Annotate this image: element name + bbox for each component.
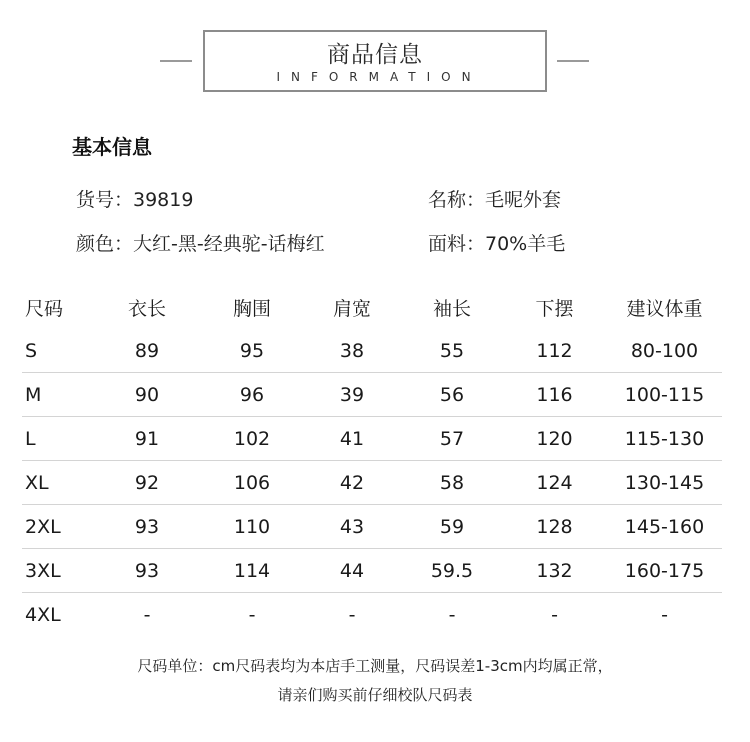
shoulder-cell: 43 bbox=[302, 505, 402, 549]
hem-cell: 124 bbox=[502, 461, 607, 505]
header-chest: 胸围 bbox=[232, 297, 271, 320]
chest-cell: 110 bbox=[202, 505, 302, 549]
sleeve-cell: - bbox=[402, 593, 502, 637]
size-cell: 2XL bbox=[22, 505, 92, 549]
size-note-line2: 请亲们购买前仔细校队尺码表 bbox=[277, 686, 473, 704]
length-cell: 93 bbox=[92, 549, 202, 593]
size-table bbox=[22, 285, 722, 636]
size-cell: M bbox=[22, 373, 92, 417]
hem-cell: 116 bbox=[502, 373, 607, 417]
header-sleeve: 袖长 bbox=[432, 297, 471, 320]
header-length: 衣长 bbox=[127, 297, 166, 320]
chest-cell: 114 bbox=[202, 549, 302, 593]
table-row bbox=[22, 505, 722, 549]
product-name: 名称：毛呢外套 bbox=[428, 189, 562, 211]
table-row bbox=[22, 461, 722, 505]
length-cell: 93 bbox=[92, 505, 202, 549]
length-cell: 89 bbox=[134, 339, 160, 362]
table-row bbox=[22, 373, 722, 417]
item-number: 货号：39819 bbox=[76, 189, 194, 211]
table-row bbox=[22, 417, 722, 461]
sleeve-cell: 59 bbox=[402, 505, 502, 549]
header-weight: 建议体重 bbox=[626, 297, 703, 320]
shoulder-cell: 38 bbox=[339, 339, 365, 362]
weight-cell: 80-100 bbox=[630, 339, 699, 362]
product-fabric: 面料：70%羊毛 bbox=[428, 233, 566, 255]
weight-cell: 115-130 bbox=[607, 417, 722, 461]
size-cell: 4XL bbox=[22, 593, 92, 637]
size-cell: S bbox=[25, 339, 38, 362]
header-size: 尺码 bbox=[25, 297, 64, 320]
header-shoulder: 肩宽 bbox=[332, 297, 371, 320]
weight-cell: 145-160 bbox=[607, 505, 722, 549]
header-divider-right bbox=[557, 60, 589, 62]
size-cell: XL bbox=[22, 461, 92, 505]
weight-cell: 130-145 bbox=[607, 461, 722, 505]
hem-cell: 120 bbox=[502, 417, 607, 461]
hem-cell: 112 bbox=[536, 339, 573, 362]
shoulder-cell: 44 bbox=[302, 549, 402, 593]
shoulder-cell: 42 bbox=[302, 461, 402, 505]
hem-cell: - bbox=[502, 593, 607, 637]
weight-cell: 160-175 bbox=[607, 549, 722, 593]
header-divider-left bbox=[160, 60, 192, 62]
sleeve-cell: 59.5 bbox=[402, 549, 502, 593]
header-hem: 下摆 bbox=[535, 297, 574, 320]
length-cell: - bbox=[92, 593, 202, 637]
size-note-line1: 尺码单位：cm尺码表均为本店手工测量，尺码误差1-3cm内均属正常， bbox=[137, 657, 613, 675]
sleeve-cell: 56 bbox=[402, 373, 502, 417]
sleeve-cell: 57 bbox=[402, 417, 502, 461]
chest-cell: 102 bbox=[202, 417, 302, 461]
product-colors: 颜色：大红-黑-经典驼-话梅红 bbox=[76, 233, 325, 255]
hem-cell: 128 bbox=[502, 505, 607, 549]
hem-cell: 132 bbox=[502, 549, 607, 593]
chest-cell: 106 bbox=[202, 461, 302, 505]
table-row bbox=[22, 549, 722, 593]
page-title: 商品信息 bbox=[327, 42, 423, 68]
shoulder-cell: - bbox=[302, 593, 402, 637]
chest-cell: - bbox=[202, 593, 302, 637]
table-row bbox=[22, 329, 722, 373]
basic-info-heading: 基本信息 bbox=[72, 135, 152, 159]
header-box bbox=[203, 30, 547, 92]
table-row bbox=[22, 593, 722, 637]
size-cell: L bbox=[22, 417, 92, 461]
table-header-row bbox=[22, 285, 722, 329]
weight-cell: 100-115 bbox=[607, 373, 722, 417]
page-subtitle: INFORMATION bbox=[276, 70, 482, 84]
shoulder-cell: 39 bbox=[302, 373, 402, 417]
shoulder-cell: 41 bbox=[302, 417, 402, 461]
size-cell: 3XL bbox=[22, 549, 92, 593]
sleeve-cell: 55 bbox=[439, 339, 465, 362]
sleeve-cell: 58 bbox=[402, 461, 502, 505]
weight-cell: - bbox=[607, 593, 722, 637]
chest-cell: 95 bbox=[239, 339, 265, 362]
length-cell: 92 bbox=[92, 461, 202, 505]
length-cell: 91 bbox=[92, 417, 202, 461]
length-cell: 90 bbox=[92, 373, 202, 417]
chest-cell: 96 bbox=[202, 373, 302, 417]
